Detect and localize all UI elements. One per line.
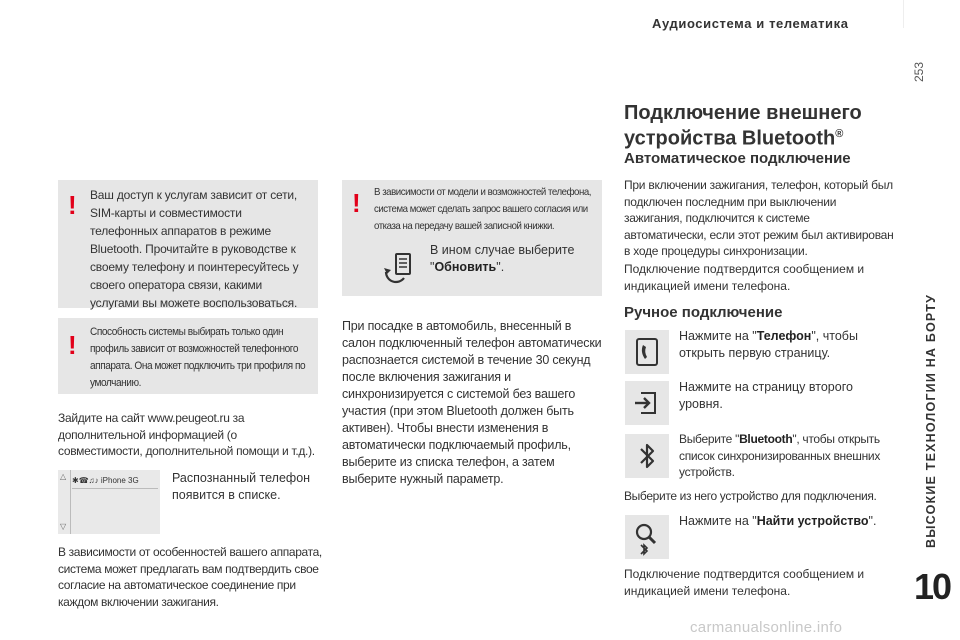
warning-box-network [58,180,318,308]
header-divider [903,0,904,28]
step-second-level-text: Нажмите на страницу второго уровня. [679,380,853,411]
phone-name: iPhone 3G [100,476,139,485]
warning-icon: ! [68,190,77,220]
scroll-down-icon[interactable]: ▽ [60,522,67,531]
auto-connect-heading: Автоматическое подключение [624,150,851,167]
warning-icon: ! [68,330,77,360]
second-level-page-button[interactable] [625,381,669,425]
telephone-icon [625,330,669,374]
manual-connect-heading: Ручное подключение [624,304,783,321]
search-device-icon [625,515,669,559]
bluetooth-button[interactable] [625,434,669,478]
second-page-icon [625,381,669,425]
site-info-text: Зайдите на сайт www.peugeot.ru за дополнительной информацией (о совместимости, дополнительной помощи и т.д.). [58,411,315,458]
page-number: 253 [912,61,926,82]
page-title: Подключение внешнего устройства Bluetooth® [624,102,862,150]
update-contacts-icon [378,248,418,288]
step-search-device-text: Нажмите на "Найти устройство". [679,514,877,528]
warning-text-profiles: Способность системы выбирать только один профиль зависит от возможностей телефонного аппарата. Она может подключить три профиля по умолчанию. [90,326,306,389]
warning-icon: ! [352,188,361,218]
warning-text-network: Ваш доступ к услугам зависит от сети, SIM-карты и совместимости телефонных аппаратов в режиме Bluetooth. Прочитайте в руководстве к своему телефону и поинтересуйтесь у своего оператора связи, какими услугами вы можете воспользоваться. [90,188,299,310]
final-confirm-text: Подключение подтвердится сообщением и индикацией имени телефона. [624,567,865,598]
select-device-text: Выберите из него устройство для подключения. [624,489,877,503]
telephone-button[interactable] [625,330,669,374]
bluetooth-profile-icons: ✱☎♫♪ [72,476,101,485]
phone-list-screen [58,470,160,534]
auto-connect-text: При включении зажигания, телефон, который был подключен последним при выключении зажигания, подключится к системе автоматически, если этот режим был активирован в ходе процедуры синхронизации. [624,178,894,258]
warning-box-profiles [58,318,318,394]
scrollbar[interactable] [58,470,71,534]
update-instruction: В ином случае выберите "Обновить". [430,243,575,274]
warning-text-contacts: В зависимости от модели и возможностей телефона, система может сделать запрос вашего согласия или отказа на передачу вашей записной книжки. [374,186,591,232]
step-bluetooth-text: Выберите "Bluetooth", чтобы открыть список синхронизированных внешних устройств. [679,432,881,479]
auto-connect-consent-text: В зависимости от особенностей вашего аппарата, система может предлагать вам подтвердить свое согласие на автоматическое соединение при каждом включении зажигания. [58,545,322,609]
search-device-button[interactable] [625,515,669,559]
warning-box-contacts [342,180,602,296]
auto-connect-confirm: Подключение подтвердится сообщением и индикацией имени телефона. [624,262,865,293]
chapter-title: ВЫСОКИЕ ТЕХНОЛОГИИ НА БОРТУ [924,293,938,548]
phone-list-item[interactable] [72,474,158,488]
watermark: carmanualsonline.info [690,619,843,636]
bluetooth-icon [625,434,669,478]
section-title: Аудиосистема и телематика [652,16,849,31]
recognized-phone-text: Распознанный телефон появится в списке. [172,471,311,502]
step-telephone-text: Нажмите на "Телефон", чтобы открыть первую страницу. [679,329,858,360]
update-label: Обновить [434,260,497,274]
chapter-number: 10 [914,566,951,607]
scroll-up-icon[interactable]: △ [60,472,67,481]
list-divider [72,488,158,489]
auto-recognition-text: При посадке в автомобиль, внесенный в салон подключенный телефон автоматически распознается системой в течение 30 секунд после включения зажигания и синхронизируется с системой без вашего участия (при этом Bluetooth должен быть активен). Чтобы внести изменения в автоматически подключаемый профиль, выберите из списка телефон, а затем выберите нужный параметр. [342,319,602,486]
